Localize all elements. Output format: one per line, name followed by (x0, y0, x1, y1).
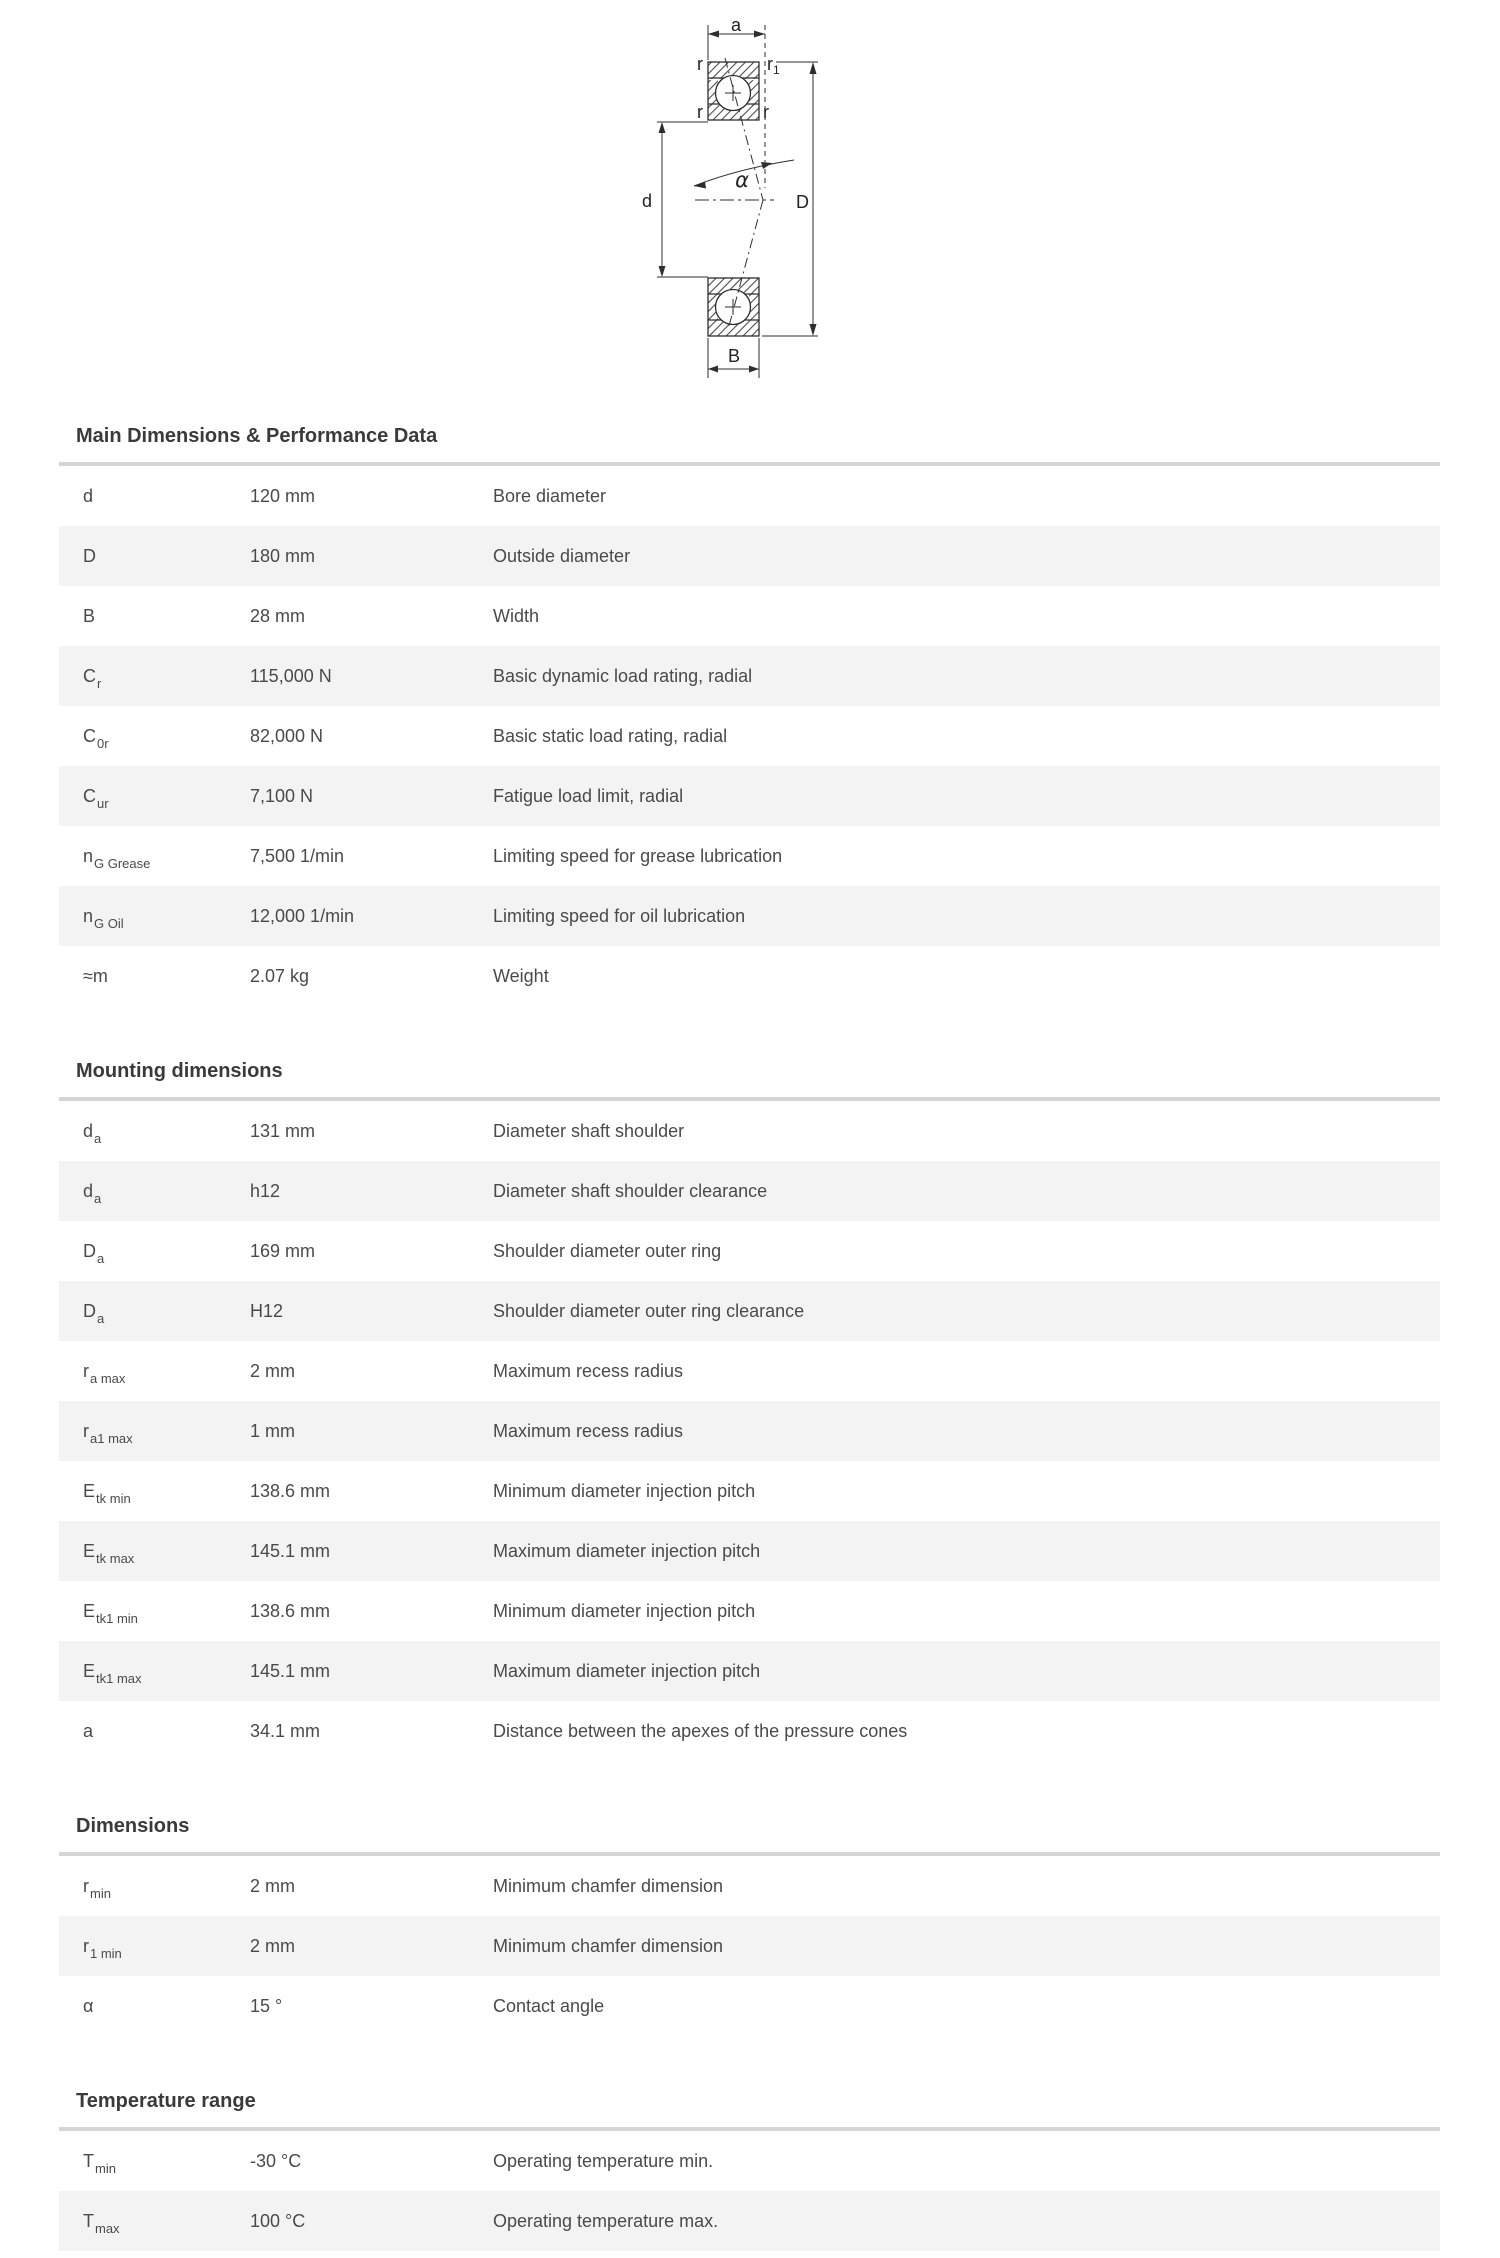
spec-sections (59, 423, 1440, 2251)
description-cell: Minimum chamfer dimension (493, 1875, 724, 1896)
symbol-base: d (83, 485, 94, 506)
symbol-cell (59, 1581, 226, 1641)
symbol-cell (59, 1281, 226, 1341)
table-row (59, 1641, 1440, 1701)
table-row (59, 1461, 1440, 1521)
value-cell: 34.1 mm (250, 1720, 321, 1741)
symbol-base: D (83, 545, 96, 566)
symbol-subscript: min (90, 1886, 111, 1902)
symbol-subscript: tk1 min (96, 1611, 138, 1627)
value-cell: 138.6 mm (250, 1480, 331, 1501)
symbol-base: D (83, 1240, 96, 1261)
symbol-subscript: min (95, 2161, 116, 2177)
symbol-cell (59, 1341, 226, 1401)
symbol-base: C (83, 665, 96, 686)
table-row (59, 1521, 1440, 1581)
diagram-label-r-mid-left: r (697, 102, 703, 122)
symbol-subscript: tk min (96, 1491, 131, 1507)
description-cell: Contact angle (493, 1995, 605, 2016)
symbol-base: a (83, 1720, 94, 1741)
table-row (59, 946, 1440, 1006)
description-cell: Basic static load rating, radial (493, 725, 728, 746)
symbol-cell (59, 766, 226, 826)
diagram-label-D: D (796, 192, 809, 212)
symbol-subscript: ur (97, 796, 109, 812)
symbol-cell (59, 586, 226, 646)
symbol-base: E (83, 1540, 96, 1561)
symbol-base: C (83, 785, 96, 806)
spec-section (59, 1813, 1440, 2036)
value-cell: 12,000 1/min (250, 905, 355, 926)
description-cell: Maximum recess radius (493, 1420, 684, 1441)
symbol-cell (59, 1221, 226, 1281)
value-cell: 15 ° (250, 1995, 283, 2016)
symbol-base: C (83, 725, 96, 746)
diagram-label-d: d (641, 191, 652, 211)
description-cell: Minimum diameter injection pitch (493, 1480, 756, 1501)
symbol-subscript: a (94, 1191, 102, 1207)
description-cell: Maximum diameter injection pitch (493, 1540, 761, 1561)
description-cell: Bore diameter (493, 485, 607, 506)
description-cell: Maximum recess radius (493, 1360, 684, 1381)
value-cell: 131 mm (250, 1120, 316, 1141)
symbol-subscript: a (97, 1311, 105, 1327)
symbol-base: D (83, 1300, 96, 1321)
symbol-cell (59, 1701, 226, 1761)
value-cell: 2 mm (250, 1935, 295, 1956)
symbol-cell (59, 1161, 226, 1221)
table-row (59, 766, 1440, 826)
symbol-cell (59, 706, 226, 766)
section-title: Main Dimensions & Performance Data (76, 425, 438, 447)
value-cell: 145.1 mm (250, 1660, 331, 1681)
table-row (59, 1916, 1440, 1976)
diagram-label-B: B (727, 346, 741, 366)
description-cell: Diameter shaft shoulder clearance (493, 1180, 768, 1201)
symbol-subscript: a1 max (90, 1431, 133, 1447)
value-cell: 169 mm (250, 1240, 316, 1261)
table-row (59, 1161, 1440, 1221)
symbol-cell (59, 1916, 226, 1976)
value-cell: 82,000 N (250, 725, 324, 746)
table-row (59, 526, 1440, 586)
symbol-cell (59, 1976, 226, 2036)
description-cell: Distance between the apexes of the pressure cones (493, 1720, 908, 1741)
spec-table (59, 1097, 1440, 1761)
table-row (59, 1701, 1440, 1761)
table-row (59, 1099, 1440, 1161)
symbol-base: T (83, 2210, 94, 2231)
table-row (59, 1221, 1440, 1281)
symbol-cell (59, 1641, 226, 1701)
symbol-base: B (83, 605, 96, 626)
value-cell: 120 mm (250, 485, 316, 506)
diagram-label-a: a (730, 15, 742, 35)
symbol-base: T (83, 2150, 94, 2171)
symbol-cell (59, 464, 226, 526)
value-cell: 180 mm (250, 545, 316, 566)
description-cell: Shoulder diameter outer ring (493, 1240, 722, 1261)
section-title: Mounting dimensions (76, 1060, 283, 1082)
description-cell: Width (493, 605, 540, 626)
symbol-cell (59, 886, 226, 946)
symbol-cell (59, 2129, 226, 2191)
diagram-label-r-top-left: r (697, 54, 703, 74)
symbol-cell (59, 526, 226, 586)
symbol-base: E (83, 1600, 96, 1621)
section-title: Dimensions (76, 1815, 190, 1837)
symbol-subscript: a (97, 1251, 105, 1267)
table-row (59, 2129, 1440, 2191)
value-cell: 28 mm (250, 605, 306, 626)
symbol-cell (59, 1401, 226, 1461)
table-row (59, 1976, 1440, 2036)
diagram-label-alpha: α (735, 168, 749, 192)
symbol-subscript: G Grease (94, 856, 151, 872)
value-cell: 138.6 mm (250, 1600, 331, 1621)
symbol-base: E (83, 1480, 96, 1501)
value-cell: 100 °C (250, 2210, 306, 2231)
symbol-cell (59, 1099, 226, 1161)
spec-table (59, 462, 1440, 1006)
value-cell: 2.07 kg (250, 965, 310, 986)
diagram-label-r-mid-right: r (763, 102, 769, 122)
description-cell: Shoulder diameter outer ring clearance (493, 1300, 805, 1321)
value-cell: 2 mm (250, 1360, 295, 1381)
symbol-subscript: max (95, 2221, 120, 2237)
symbol-base: α (83, 1995, 94, 2016)
description-cell: Maximum diameter injection pitch (493, 1660, 761, 1681)
symbol-base: d (83, 1180, 94, 1201)
symbol-base: n (83, 845, 94, 866)
symbol-base: ≈m (83, 965, 108, 986)
description-cell: Operating temperature min. (493, 2150, 714, 2171)
table-row (59, 1341, 1440, 1401)
value-cell: 2 mm (250, 1875, 295, 1896)
symbol-subscript: tk max (96, 1551, 135, 1567)
spec-section (59, 2088, 1440, 2251)
table-row (59, 2191, 1440, 2251)
symbol-cell (59, 646, 226, 706)
table-row (59, 706, 1440, 766)
symbol-subscript: G Oil (94, 916, 124, 932)
spec-section (59, 1058, 1440, 1761)
symbol-base: r (83, 1935, 89, 1956)
symbol-subscript: a max (90, 1371, 126, 1387)
description-cell: Limiting speed for oil lubrication (493, 905, 746, 926)
symbol-subscript: tk1 max (96, 1671, 142, 1687)
table-row (59, 826, 1440, 886)
symbol-cell (59, 1521, 226, 1581)
symbol-base: r (83, 1360, 89, 1381)
table-row (59, 1581, 1440, 1641)
diagram-label-r1: $r_1$ (767, 54, 780, 77)
symbol-cell (59, 1461, 226, 1521)
table-row (59, 586, 1440, 646)
symbol-base: d (83, 1120, 94, 1141)
table-row (59, 1281, 1440, 1341)
spec-table (59, 2127, 1440, 2251)
symbol-base: r (83, 1875, 89, 1896)
description-cell: Limiting speed for grease lubrication (493, 845, 783, 866)
symbol-subscript: r (97, 676, 102, 692)
symbol-base: r (83, 1420, 89, 1441)
symbol-cell (59, 2191, 226, 2251)
description-cell: Diameter shaft shoulder (493, 1120, 685, 1141)
spec-section (59, 423, 1440, 1006)
value-cell: 145.1 mm (250, 1540, 331, 1561)
symbol-subscript: 1 min (90, 1946, 122, 1962)
table-row (59, 1401, 1440, 1461)
symbol-cell (59, 946, 226, 1006)
symbol-cell (59, 826, 226, 886)
description-cell: Fatigue load limit, radial (493, 785, 684, 806)
spec-content (59, 0, 1440, 2251)
table-row (59, 886, 1440, 946)
symbol-cell (59, 1854, 226, 1916)
value-cell: 7,500 1/min (250, 845, 345, 866)
section-title: Temperature range (76, 2090, 256, 2112)
table-row (59, 646, 1440, 706)
description-cell: Minimum chamfer dimension (493, 1935, 724, 1956)
value-cell: 7,100 N (250, 785, 314, 806)
description-cell: Outside diameter (493, 545, 631, 566)
description-cell: Basic dynamic load rating, radial (493, 665, 753, 686)
table-row (59, 464, 1440, 526)
description-cell: Minimum diameter injection pitch (493, 1600, 756, 1621)
table-row (59, 1854, 1440, 1916)
value-cell: H12 (250, 1300, 284, 1321)
value-cell: -30 °C (250, 2150, 302, 2171)
value-cell: 115,000 N (250, 665, 332, 686)
description-cell: Weight (493, 965, 549, 986)
value-cell: h12 (250, 1180, 281, 1201)
symbol-base: n (83, 905, 94, 926)
symbol-subscript: a (94, 1131, 102, 1147)
value-cell: 1 mm (250, 1420, 295, 1441)
description-cell: Operating temperature max. (493, 2210, 719, 2231)
spec-table (59, 1852, 1440, 2036)
symbol-base: E (83, 1660, 96, 1681)
symbol-subscript: 0r (97, 736, 109, 752)
